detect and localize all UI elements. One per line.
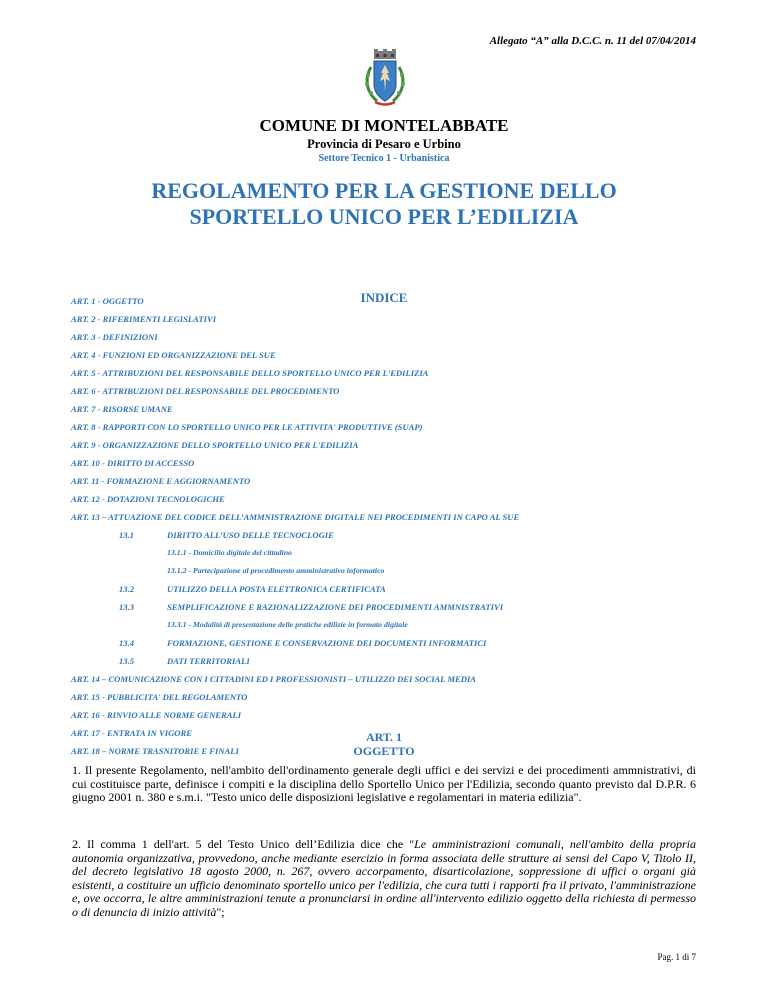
toc-item[interactable]: ART. 16 - RINVIO ALLE NORME GENERALI xyxy=(71,710,242,720)
toc-subsubsection[interactable]: 13.3.1 - Modalità di presentazione delle pratiche edilizie in formato digitale xyxy=(167,620,408,629)
article-heading xyxy=(0,730,768,758)
paragraph-2-intro: 2. Il comma 1 dell'art. 5 del Testo Unico dell’Edilizia dice che " xyxy=(72,837,415,851)
toc-subsection-number: 13.3 xyxy=(119,602,135,612)
toc-subsection[interactable]: SEMPLIFICAZIONE E RAZIONALIZZAZIONE DEI PROCEDIMENTI AMMNISTRATIVI xyxy=(167,602,504,612)
paragraph-1: 1. Il presente Regolamento, nell'ambito dell'ordinamento generale degli uffici e dei servizi e dei procedimenti ammnistrativi, di cui costituisce parte, definisce i compiti e la disciplina dello Sportello Unico per l'Edilizia, secondo quanto previsto dal D.P.R. 6 giugno 2001 n. 380 e s.m.i. "Testo unico delle disposizioni legislative e regolamentari in materia edilizia". xyxy=(72,763,696,805)
toc-subsection-number: 13.5 xyxy=(119,656,135,666)
toc-item[interactable]: ART. 7 - RISORSE UMANE xyxy=(71,404,173,414)
toc-item[interactable]: ART. 6 - ATTRIBUZIONI DEL RESPONSABILE DEL PROCEDIMENTO xyxy=(71,386,340,396)
toc-subsubsection[interactable]: 13.1.1 - Domicilio digitale del cittadino xyxy=(167,548,292,557)
province-name: Provincia di Pesaro e Urbino xyxy=(307,137,461,151)
toc-item[interactable]: ART. 13 – ATTUAZIONE DEL CODICE DELL’AMMNISTRAZIONE DIGITALE NEI PROCEDIMENTI IN CAPO AL SUE xyxy=(71,512,520,522)
article-title: OGGETTO xyxy=(353,744,415,758)
toc-subsection-number: 13.1 xyxy=(119,530,135,540)
toc-item[interactable]: ART. 2 - RIFERIMENTI LEGISLATIVI xyxy=(71,314,217,324)
index-heading: INDICE xyxy=(360,290,408,305)
toc-item[interactable]: ART. 1 - OGGETTO xyxy=(71,296,144,306)
document-title xyxy=(0,178,768,230)
toc-item[interactable]: ART. 14 – COMUNICAZIONE CON I CITTADINI ED I PROFESSIONISTI – UTILIZZO DEI SOCIAL MEDIA xyxy=(71,674,477,684)
toc-subsection-number: 13.2 xyxy=(119,584,135,594)
title-line-1: REGOLAMENTO PER LA GESTIONE DELLO xyxy=(151,178,617,203)
department-name: Settore Tecnico 1 - Urbanistica xyxy=(318,153,450,164)
toc-item[interactable]: ART. 12 - DOTAZIONI TECNOLOGICHE xyxy=(71,494,225,504)
toc-subsection[interactable]: UTILIZZO DELLA POSTA ELETTRONICA CERTIFICATA xyxy=(167,584,386,594)
article-number: ART. 1 xyxy=(365,730,403,744)
toc-item[interactable]: ART. 9 - ORGANIZZAZIONE DELLO SPORTELLO UNICO PER L'EDILIZIA xyxy=(71,440,359,450)
municipal-crest-icon xyxy=(363,47,407,109)
toc-item[interactable]: ART. 10 - DIRITTO DI ACCESSO xyxy=(71,458,195,468)
toc-item[interactable]: ART. 15 - PUBBLICITA' DEL REGOLAMENTO xyxy=(71,692,248,702)
toc-item[interactable]: ART. 4 - FUNZIONI ED ORGANIZZAZIONE DEL SUE xyxy=(71,350,276,360)
toc-item[interactable]: ART. 18 – NORME TRASNITORIE E FINALI xyxy=(71,746,239,756)
toc-item[interactable]: ART. 5 - ATTRIBUZIONI DEL RESPONSABILE DELLO SPORTELLO UNICO PER L'EDILIZIA xyxy=(71,368,429,378)
paragraph-2-quote: Le amministrazioni comunali, nell'ambito della propria autonomia organizzativa, provvedono, anche mediante esercizio in forma associata delle strutture ai sensi del Capo V, Titolo II, del decreto legislativo 18 agosto 2000, n. 267, ovvero accorpamento, disarticolazione, soppressione di uffici o organi già esistenti, a costituire un ufficio denominato sportello unico per l'edilizia, che cura tutti i rapporti fra il privato, l'amministrazione e, ove occorra, le altre amministrazioni tenute a pronunciarsi in ordine all'intervento edilizio oggetto della richiesta di permesso o di denuncia di inizio attività xyxy=(72,837,697,919)
toc-subsection[interactable]: DIRITTO ALL’USO DELLE TECNOCLOGIE xyxy=(167,530,334,540)
toc-subsection[interactable]: DATI TERRITORIALI xyxy=(167,656,250,666)
paragraph-2 xyxy=(72,838,696,920)
paragraph-2-end: "; xyxy=(216,904,225,919)
toc-item[interactable]: ART. 11 - FORMAZIONE E AGGIORNAMENTO xyxy=(71,476,251,486)
toc-item[interactable]: ART. 8 - RAPPORTI CON LO SPORTELLO UNICO PER LE ATTIVITA' PRODUTTIVE (SUAP) xyxy=(71,422,423,432)
toc-subsection-number: 13.4 xyxy=(119,638,135,648)
toc-item[interactable]: ART. 3 - DEFINIZIONI xyxy=(71,332,158,342)
title-line-2: SPORTELLO UNICO PER L’EDILIZIA xyxy=(189,204,579,229)
annex-reference: Allegato “A” alla D.C.C. n. 11 del 07/04/2014 xyxy=(489,35,696,47)
page-number: Pag. 1 di 7 xyxy=(657,952,696,962)
toc-item[interactable]: ART. 17 - ENTRATA IN VIGORE xyxy=(71,728,192,738)
toc-subsection[interactable]: FORMAZIONE, GESTIONE E CONSERVAZIONE DEI DOCUMENTI INFORMATICI xyxy=(167,638,487,648)
municipality-name: COMUNE DI MONTELABBATE xyxy=(259,116,509,135)
toc-subsubsection[interactable]: 13.1.2 - Partecipazione al procedimento amministrativo informatico xyxy=(167,566,385,575)
